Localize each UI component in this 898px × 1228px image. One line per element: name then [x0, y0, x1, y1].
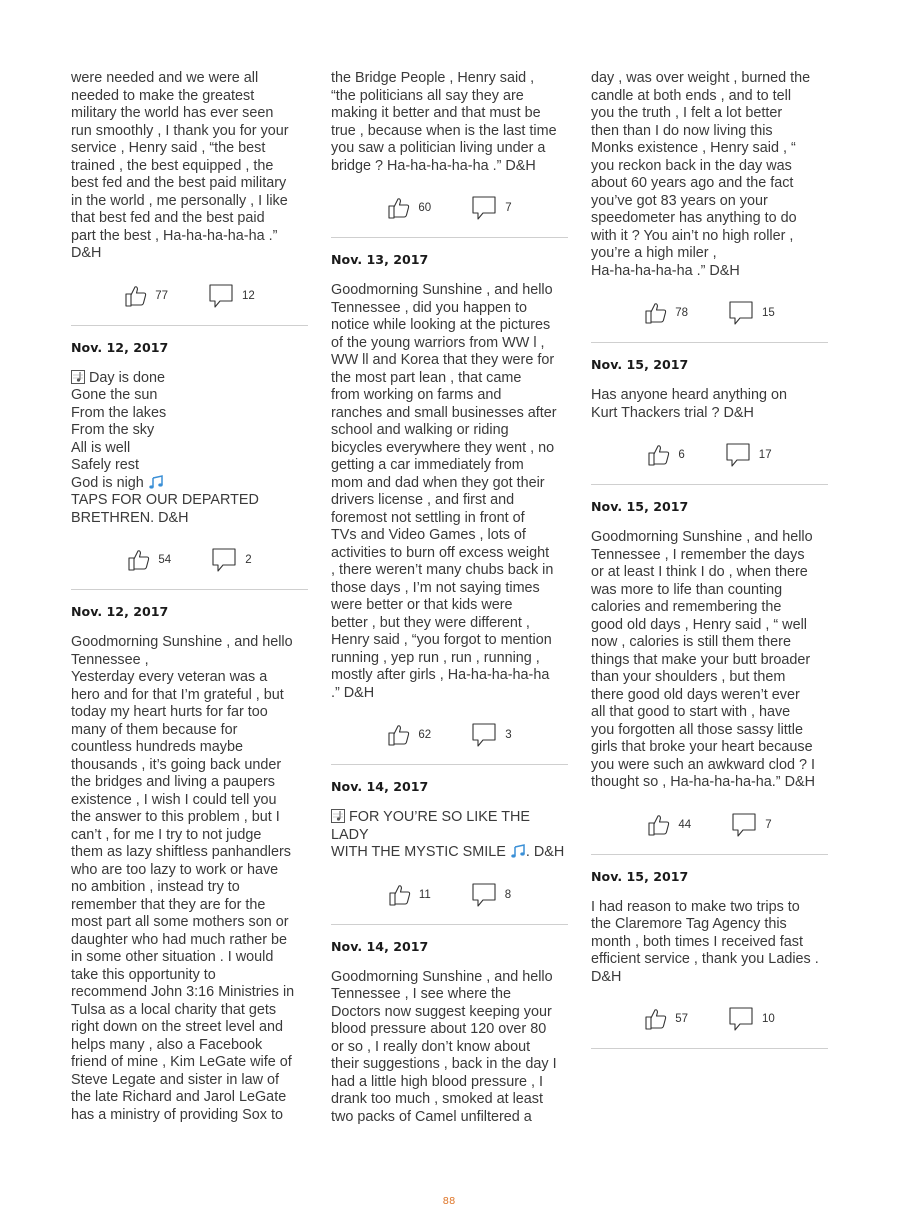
speech-bubble-icon — [731, 812, 757, 838]
post — [71, 70, 308, 326]
column-2 — [331, 70, 568, 1126]
reactions-bar — [331, 880, 568, 910]
post-text: Goodmorning Sunshine , and hello Tennessee , I remember the days or at least I think I do , when there was more to life than counting calories and remembering the good old days , Henry said , “ well now , calories is still them there things that make your butt broader than your shoulders , but them there good old days weren’t ever all that good to start with , have you forgotten all those sassy little girls that broke your heart because you were such an awkward clod ? I thought so , Ha-ha-ha-ha-ha.” D&H — [591, 529, 815, 790]
speech-bubble-icon — [725, 442, 751, 468]
post-date: Nov. 15, 2017 — [591, 499, 689, 514]
like-button[interactable] — [644, 1007, 728, 1031]
comment-button[interactable] — [471, 722, 511, 748]
divider — [71, 589, 308, 590]
comment-count: 10 — [762, 1013, 775, 1025]
comment-button[interactable] — [208, 283, 255, 309]
post-date: Nov. 14, 2017 — [331, 938, 429, 954]
like-count: 11 — [418, 888, 431, 901]
speech-bubble-icon — [728, 1006, 754, 1032]
comment-count: 7 — [765, 818, 772, 831]
like-button[interactable] — [647, 813, 731, 837]
comment-count: 7 — [505, 202, 512, 214]
post-text: day , was over weight , burned the candle at both ends , and to tell you the truth , I felt a lot better then than I do now living this Monks existence , Henry said , “ you reckon back in the day was about 60 years ago and the fact you’ve got 83 years on your speedometer has anything to do with it ? You ain’t no high roller , you’re a high miler , Ha-ha-ha-ha-ha .” D&H — [591, 70, 811, 279]
post — [331, 779, 568, 925]
thumbs-up-icon — [387, 196, 411, 220]
like-button[interactable] — [124, 284, 208, 308]
like-count: 57 — [675, 1013, 688, 1025]
post-text: Goodmorning Sunshine , and hello Tennessee , did you happen to notice while looking at the pictures of the young warriors from WW l , WW ll and Korea that they were for the most part lean , that came from working on farms and ranches and small businesses after school and walking or riding bicycles everywhere they went , no getting a car immediately from mom and dad when they got their drivers license , and first and foremost not settling in front of TVs and Video Games , lots of activities to burn off excess weight , there weren’t many chubs back in those days , I’m not saying times were better or that kids were better , but they were different , Henry said , “you forgot to mention running , yep run , run , running , mostly after girls , Ha-ha-ha-ha-ha .” D&H — [331, 282, 557, 701]
like-button[interactable] — [388, 883, 471, 907]
post-date: Nov. 13, 2017 — [331, 252, 429, 267]
speech-bubble-icon — [211, 547, 237, 573]
like-count: 54 — [158, 554, 172, 566]
like-count: 6 — [678, 449, 685, 461]
divider — [331, 764, 568, 765]
speech-bubble-icon — [471, 722, 497, 748]
thumbs-up-icon — [647, 443, 671, 467]
post — [71, 604, 308, 1124]
like-count: 60 — [418, 202, 432, 214]
divider — [591, 1048, 828, 1049]
thumbs-up-icon — [644, 1007, 668, 1031]
like-count: 77 — [155, 289, 168, 302]
comment-count: 12 — [242, 289, 255, 302]
music-notes-icon — [148, 475, 164, 489]
thumbs-up-icon — [647, 813, 671, 837]
divider — [591, 484, 828, 485]
column-3 — [591, 70, 828, 1063]
post — [71, 340, 308, 591]
reactions-bar — [591, 298, 828, 328]
post — [591, 357, 828, 485]
page-number: 88 — [442, 1196, 456, 1207]
comment-button[interactable] — [471, 195, 511, 221]
speech-bubble-icon — [208, 283, 234, 309]
thumbs-up-icon — [387, 723, 411, 747]
thumbs-up-icon — [127, 548, 151, 572]
like-button[interactable] — [387, 723, 471, 747]
comment-button[interactable] — [211, 547, 251, 573]
comment-button[interactable] — [728, 1006, 775, 1032]
post-text: the Bridge People , Henry said , “the politicians all say they are making it better and that must be true , because when is the last time you saw a politician living under a bridge ? Ha-ha-ha-ha-ha .” D&H — [331, 70, 557, 174]
column-1 — [71, 70, 308, 1124]
post-text — [71, 370, 308, 528]
post-text: Goodmorning Sunshine , and hello Tennessee , I see where the Doctors now suggest keeping your blood pressure about 120 over 80 or so , I really don’t know about their suggestions , back in the day I had a little high blood pressure , I drank too much , smoked at least two packs of Camel unfiltered a — [331, 968, 557, 1125]
post-date: Nov. 12, 2017 — [71, 339, 169, 355]
comment-count: 15 — [762, 307, 775, 319]
reactions-bar — [591, 440, 828, 470]
post-date: Nov. 15, 2017 — [591, 357, 689, 372]
divider — [591, 854, 828, 855]
post-text: I had reason to make two trips to the Claremore Tag Agency this month , both times I received fast efficient service , thank you Ladies . D&H — [591, 898, 819, 985]
comment-count: 17 — [758, 449, 772, 461]
post-text: Has anyone heard anything on Kurt Thackers trial ? D&H — [591, 387, 788, 421]
post — [591, 499, 828, 855]
post — [591, 869, 828, 1050]
speech-bubble-icon — [728, 300, 754, 326]
divider — [71, 325, 308, 326]
post — [331, 70, 568, 238]
divider — [331, 237, 568, 238]
divider — [591, 342, 828, 343]
post — [331, 939, 568, 1127]
post-text — [331, 809, 568, 862]
like-button[interactable] — [647, 443, 724, 467]
like-button[interactable] — [644, 301, 728, 325]
post-date: Nov. 14, 2017 — [331, 779, 429, 794]
post-date: Nov. 15, 2017 — [591, 868, 689, 884]
reactions-bar — [331, 720, 568, 750]
post — [331, 252, 568, 765]
lyric-line-2: WITH THE MYSTIC SMILE — [331, 844, 510, 860]
taps-poem: Day is done Gone the sun From the lakes From the sky All is well Safely rest God is nigh TAPS FOR OUR DEPARTED BRETHREN. D&H — [71, 369, 259, 526]
like-count: 44 — [678, 818, 692, 831]
music-score-icon — [331, 809, 345, 823]
music-score-icon — [71, 370, 85, 384]
reactions-bar — [591, 810, 828, 840]
speech-bubble-icon — [471, 882, 497, 908]
comment-button[interactable] — [725, 442, 772, 468]
post-text: Goodmorning Sunshine , and hello Tennessee , Yesterday every veteran was a hero and for that I’m grateful , but today my heart hurts for far too many of them because for countless hundreds maybe thousands , it’s going back under the bridges and living a paupers existence , I wish I could tell you the answer to this problem , but I can’t , for me I try to not judge them as lazy shiftless panhandlers who are too lazy to work or have no ambition , instead try to remember that they are for the most part all some mothers son or daughter who had much rather be in some other situation . I would take this opportunity to recommend John 3:16 Ministries in Tulsa as a local charity that gets right down on the street level and helps many , also a Facebook friend of mine , Kim LeGate wife of Steve Legate and sister in law of the late Richard and Jarol LeGate has a ministry of providing Sox to — [71, 634, 295, 1123]
post-text: were needed and we were all needed to make the greatest military the world has ever seen run smoothly , I thank you for your service , Henry said , “the best trained , the best equipped , the best fed and the best paid military in the world , me personally , I like that best fed and the best paid part the best , Ha-ha-ha-ha-ha .” D&H — [71, 70, 289, 261]
lyric-signature: . D&H — [525, 844, 565, 860]
post — [591, 70, 828, 343]
thumbs-up-icon — [388, 883, 412, 907]
thumbs-up-icon — [124, 284, 148, 308]
comment-button[interactable] — [728, 300, 775, 326]
like-count: 78 — [675, 307, 688, 319]
post-date: Nov. 12, 2017 — [71, 604, 169, 619]
like-count: 62 — [418, 729, 432, 741]
speech-bubble-icon — [471, 195, 497, 221]
thumbs-up-icon — [644, 301, 668, 325]
lyric-line-1: FOR YOU’RE SO LIKE THE LADY — [331, 809, 530, 843]
comment-button[interactable] — [731, 812, 771, 838]
music-notes-icon — [510, 844, 526, 858]
comment-count: 3 — [505, 729, 512, 741]
like-button[interactable] — [127, 548, 211, 572]
comment-count: 8 — [504, 888, 512, 901]
comment-button[interactable] — [471, 882, 511, 908]
reactions-bar — [71, 545, 308, 575]
reactions-bar — [331, 193, 568, 223]
reactions-bar — [71, 281, 308, 311]
comment-count: 2 — [245, 554, 252, 566]
like-button[interactable] — [387, 196, 471, 220]
reactions-bar — [591, 1004, 828, 1034]
divider — [331, 924, 568, 925]
